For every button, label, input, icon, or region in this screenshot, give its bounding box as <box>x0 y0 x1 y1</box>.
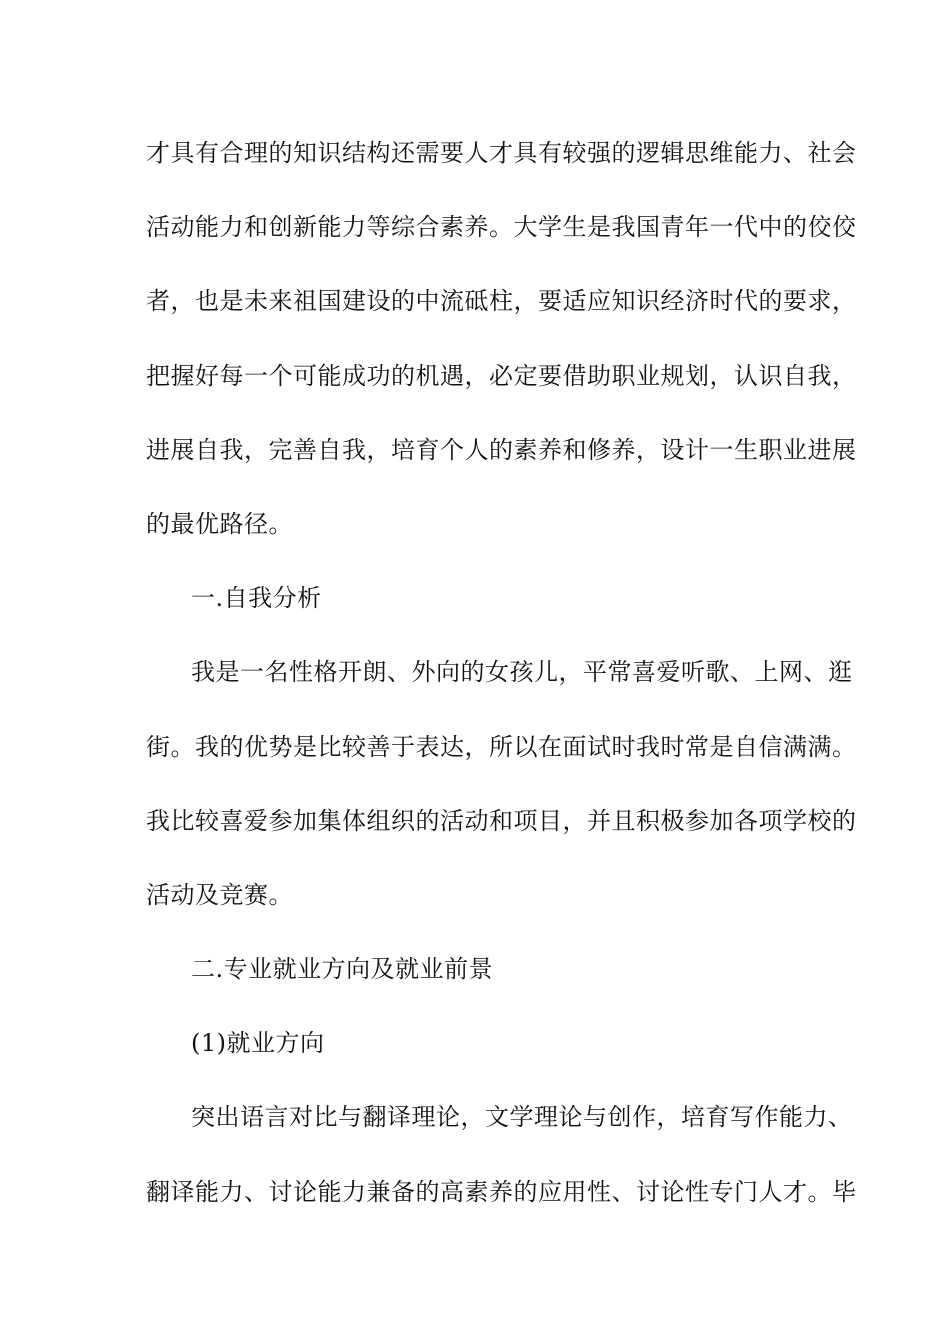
paragraph-line: 活动能力和创新能力等综合素养。大学生是我国青年一代中的佼佼 <box>146 213 857 242</box>
subsection-heading: (1)就业方向 <box>191 1029 325 1058</box>
paragraph-line: 街。我的优势是比较善于表达，所以在面试时我时常是自信满满。 <box>146 732 857 761</box>
paragraph-line: 翻译能力、讨论能力兼备的高素养的应用性、讨论性专门人才。毕 <box>146 1177 857 1206</box>
paragraph-line: 把握好每一个可能成功的机遇，必定要借助职业规划，认识自我， <box>146 361 857 390</box>
paragraph-line: 我比较喜爱参加集体组织的活动和项目，并且积极参加各项学校的 <box>146 806 857 835</box>
paragraph-line: 的最优路径。 <box>146 509 293 538</box>
section-heading: 一.自我分析 <box>191 584 322 613</box>
document-body <box>146 124 857 1237</box>
paragraph-line: 我是一名性格开朗、外向的女孩儿，平常喜爱听歌、上网、逛 <box>191 658 853 687</box>
paragraph-line: 突出语言对比与翻译理论，文学理论与创作，培育写作能力、 <box>191 1103 853 1132</box>
section-heading: 二.专业就业方向及就业前景 <box>191 955 494 984</box>
paragraph-line: 进展自我，完善自我，培育个人的素养和修养，设计一生职业进展 <box>146 435 857 464</box>
paragraph-line: 者，也是未来祖国建设的中流砥柱，要适应知识经济时代的要求， <box>146 287 857 316</box>
paragraph-line: 活动及竞赛。 <box>146 880 293 909</box>
paragraph-line: 才具有合理的知识结构还需要人才具有较强的逻辑思维能力、社会 <box>146 139 857 167</box>
